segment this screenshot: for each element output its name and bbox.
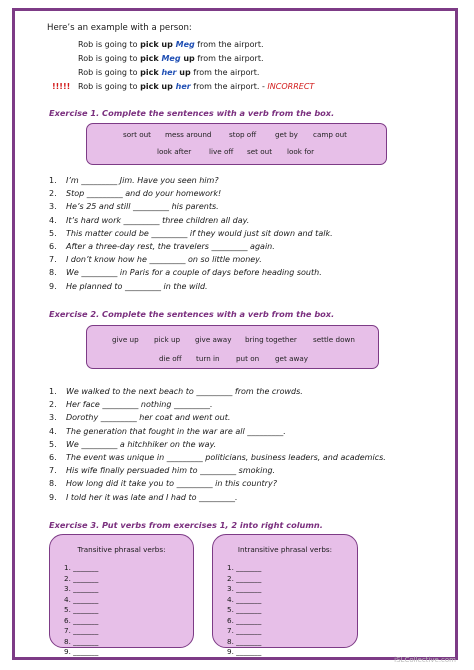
word: settle down [313,335,355,344]
word: look for [287,147,315,156]
list-item: 3. _______ [64,584,99,593]
list-item: 5. _______ [64,605,99,614]
intro-title: Here’s an example with a person: [47,23,192,33]
word: stop off [229,130,257,139]
transitive-column [49,534,194,656]
list-item: 7. _______ [227,626,262,635]
list-item: 6. The event was unique in _________ politicians, business leaders, and academics. [49,452,386,462]
word: give up [112,335,139,344]
example-line-1: Rob is going to pick up Meg from the airport. [78,40,264,49]
example-line-3: Rob is going to pick her up from the airport. [78,68,260,77]
list-item: 7. I don’t know how he _________ on so little money. [49,255,262,265]
exercise2-heading: Exercise 2. Complete the sentences with a verb from the box. [49,309,335,319]
list-item: 3. Dorothy _________ her coat and went out. [49,413,231,423]
list-item: 9. _______ [64,647,99,656]
transitive-title: Transitive phrasal verbs: [77,545,166,554]
list-item: 1. I’m _________ Jim. Have you seen him? [49,176,219,185]
word: put on [236,354,260,363]
list-item: 2. Her face _________ nothing _________. [49,400,213,410]
word: live off [209,147,234,156]
intransitive-title: Intransitive phrasal verbs: [237,545,333,554]
list-item: 1. _______ [227,563,262,572]
word: look after [157,147,192,156]
list-item: 5. We _________ a hitchhiker on the way. [49,439,217,449]
intransitive-column [212,534,358,656]
list-item: 9. I told her it was late and I had to _________. [49,492,238,502]
word: set out [247,147,273,156]
list-item: 8. How long did it take you to _________ in this country? [49,479,277,489]
transitive-blanks [64,563,98,658]
exercise1-list [49,174,333,293]
word: pick up [154,335,181,344]
list-item: 8. We _________ in Paris for a couple of days before heading south. [49,268,322,278]
word: mess around [165,130,212,139]
list-item: 4. It’s hard work _________ three children all day. [49,215,250,225]
word: bring together [245,335,297,344]
list-item: 6. After a three-day rest, the travelers _________ again. [49,241,275,251]
exercise1-heading: Exercise 1. Complete the sentences with a verb from the box. [49,108,335,118]
word: get by [275,130,298,139]
exercise3-heading: Exercise 3. Put verbs from exercises 1, 2 into right column. [49,520,323,530]
list-item: 5. _______ [227,605,262,614]
list-item: 2. _______ [64,573,99,583]
intransitive-blanks [227,563,261,658]
list-item: 3. He’s 25 and still _________ his parents. [49,202,219,212]
example-line-4: Rob is going to pick up her from the airport. - INCORRECT [78,82,315,91]
word: give away [195,335,232,344]
list-item: 4. _______ [64,594,99,604]
list-item: 4. _______ [227,594,262,604]
example-line-2: Rob is going to pick Meg up from the airport. [78,54,264,63]
list-item: 1. We walked to the next beach to _________ from the crowds. [49,387,303,396]
word: die off [159,354,182,363]
list-item: 6. _______ [64,615,99,625]
list-item: 4. The generation that fought in the war are all _________. [49,426,286,436]
list-item: 8. _______ [227,636,262,646]
exercise1-word-box [86,123,387,165]
list-item: 2. Stop _________ and do your homework! [49,189,222,199]
list-item: 5. This matter could be _________ if they would just sit down and talk. [49,228,333,238]
list-item: 7. _______ [64,626,99,635]
watermark: iSLCollective.com [394,656,456,664]
exercise2-list [49,385,386,504]
exercise2-word-box [86,325,379,369]
list-item: 1. _______ [64,563,99,572]
word: sort out [123,130,151,139]
warning-marks: !!!!! [52,82,71,91]
word: get away [275,354,309,363]
word: turn in [196,354,220,363]
list-item: 9. He planned to _________ in the wild. [49,281,208,291]
list-item: 9. _______ [227,647,262,656]
list-item: 2. _______ [227,573,262,583]
list-item: 8. _______ [64,636,99,646]
list-item: 6. _______ [227,615,262,625]
list-item: 3. _______ [227,584,262,593]
list-item: 7. His wife finally persuaded him to _________ smoking. [49,466,276,476]
word: camp out [313,130,347,139]
